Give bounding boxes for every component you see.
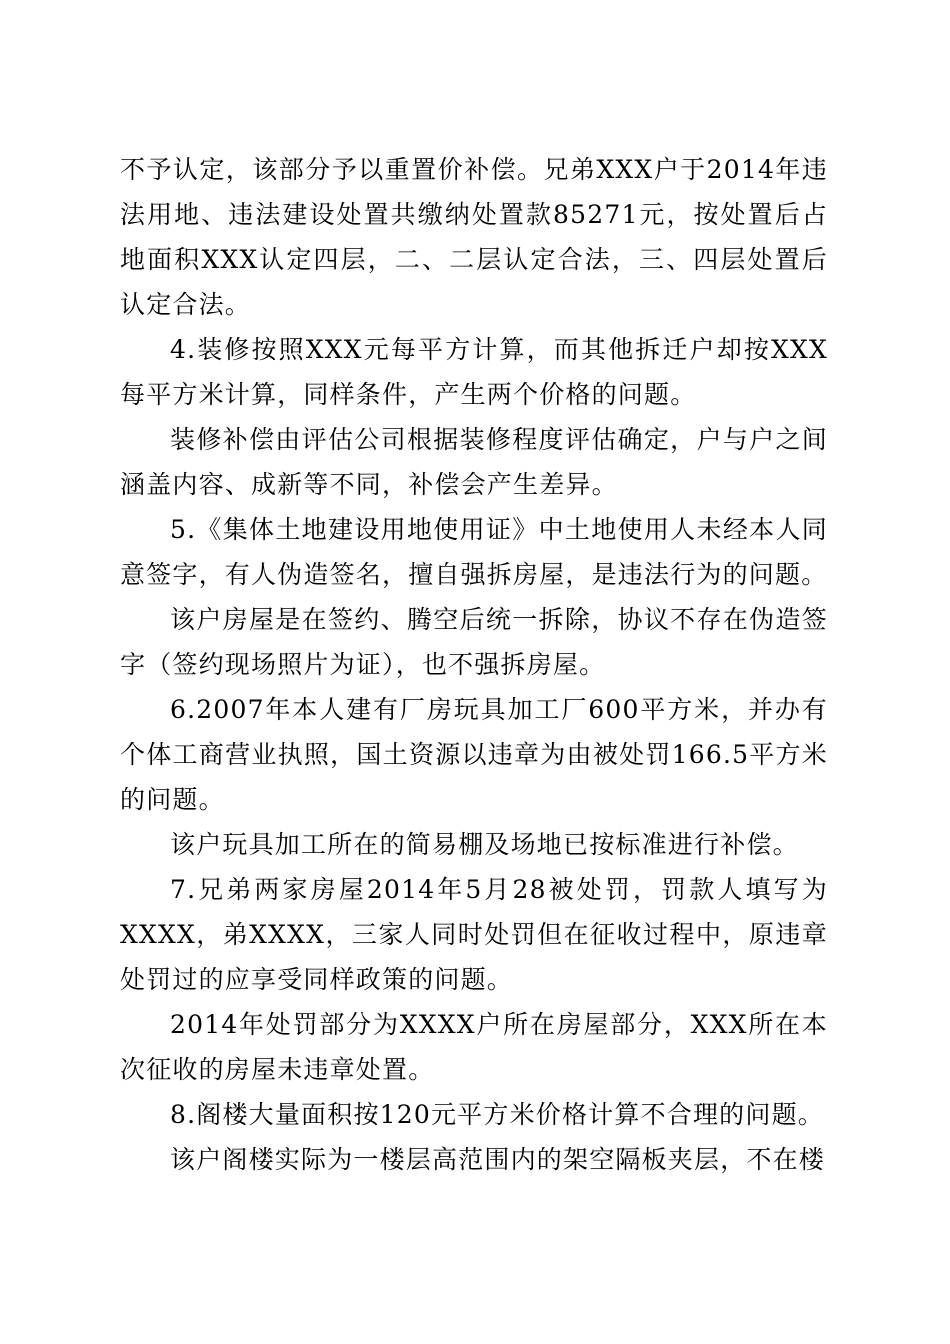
paragraph-reply-6: 该户玩具加工所在的简易棚及场地已按标准进行补偿。	[170, 830, 799, 859]
paragraph-continuation: 不予认定，该部分予以重置价补偿。兄弟XXX户于2014年违法用地、违法建设处置共缴纳处置款85271元，按处置后占地面积XXX认定四层，二、二层认定合法，三、四层处置后认定合法。	[120, 155, 828, 319]
paragraph-item-7: 7.兄弟两家房屋2014年5月28被处罚，罚款人填写为XXXX，弟XXXX，三家人同时处罚但在征收过程中，原违章处罚过的应享受同样政策的问题。	[120, 875, 828, 994]
paragraph-item-8: 8.阁楼大量面积按120元平方米价格计算不合理的问题。	[170, 1100, 824, 1129]
paragraph-reply-8: 该户阁楼实际为一楼层高范围内的架空隔板夹层，不在楼	[170, 1145, 826, 1174]
paragraph-reply-4: 装修补偿由评估公司根据装修程度评估确定，户与户之间涵盖内容、成新等不同，补偿会产生差异。	[120, 425, 828, 499]
paragraph-item-4: 4.装修按照XXX元每平方计算，而其他拆迁户却按XXX每平方米计算，同样条件，产生两个价格的问题。	[120, 335, 828, 409]
paragraph-item-5: 5.《集体土地建设用地使用证》中土地使用人未经本人同意签字，有人伪造签名，擅自强拆房屋，是违法行为的问题。	[120, 515, 828, 589]
document-body	[120, 147, 828, 1182]
paragraph-item-6: 6.2007年本人建有厂房玩具加工厂600平方米，并办有个体工商营业执照，国土资源以违章为由被处罚166.5平方米的问题。	[120, 695, 828, 814]
paragraph-reply-7: 2014年处罚部分为XXXX户所在房屋部分，XXX所在本次征收的房屋未违章处置。	[120, 1010, 828, 1084]
paragraph-reply-5: 该户房屋是在签约、腾空后统一拆除，协议不存在伪造签字（签约现场照片为证），也不强拆房屋。	[120, 605, 828, 679]
